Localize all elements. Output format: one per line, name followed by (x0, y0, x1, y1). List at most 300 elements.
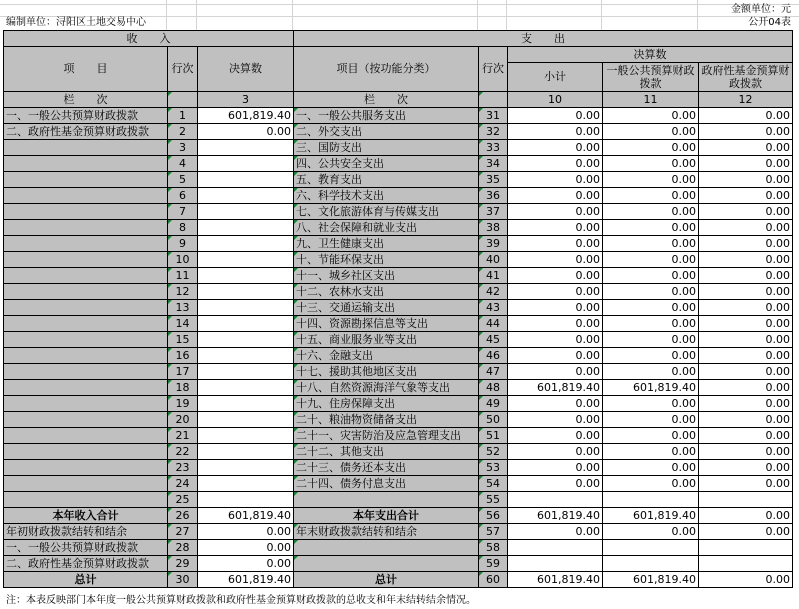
income-item: 二、政府性基金预算财政拨款 (4, 124, 168, 140)
expense-general: 601,819.40 (603, 572, 699, 588)
col-label: 栏 次 (4, 92, 168, 108)
expense-line-no: 33 (479, 140, 508, 156)
expense-gov-fund: 0.00 (699, 428, 793, 444)
expense-gov-fund (699, 556, 793, 572)
income-amount (198, 332, 294, 348)
expense-general: 0.00 (603, 444, 699, 460)
expense-gov-fund: 0.00 (699, 124, 793, 140)
item-header: 项 目 (4, 47, 168, 92)
table-row (4, 300, 793, 316)
expense-item: 十四、资源勘探信息等支出 (294, 316, 479, 332)
income-item (4, 412, 168, 428)
expense-gov-fund: 0.00 (699, 108, 793, 124)
gridline (697, 0, 698, 30)
income-item (4, 284, 168, 300)
income-item (4, 140, 168, 156)
income-item (4, 268, 168, 284)
income-amount (198, 156, 294, 172)
expense-general: 0.00 (603, 300, 699, 316)
expense-general: 0.00 (603, 156, 699, 172)
subtotal-header: 小计 (508, 63, 603, 92)
expense-general: 0.00 (603, 396, 699, 412)
gov-fund-header: 政府性基金预算财政拨款 (699, 63, 793, 92)
table-row (4, 460, 793, 476)
income-line-no: 19 (168, 396, 198, 412)
expense-gov-fund: 0.00 (699, 252, 793, 268)
income-line-no: 17 (168, 364, 198, 380)
expense-general: 0.00 (603, 252, 699, 268)
income-amount (198, 220, 294, 236)
income-item (4, 236, 168, 252)
income-amount: 601,819.40 (198, 508, 294, 524)
income-amount (198, 252, 294, 268)
gridline (166, 0, 167, 30)
expense-item: 十六、金融支出 (294, 348, 479, 364)
gridline (0, 4, 799, 5)
expense-gov-fund: 0.00 (699, 460, 793, 476)
income-line-no: 30 (168, 572, 198, 588)
table-row (4, 524, 793, 540)
expense-item: 二十二、其他支出 (294, 444, 479, 460)
expense-line-no: 45 (479, 332, 508, 348)
gridline (292, 0, 293, 30)
expense-gov-fund: 0.00 (699, 268, 793, 284)
col-label-right: 栏 次 (294, 92, 479, 108)
expense-general: 0.00 (603, 140, 699, 156)
table-row (4, 396, 793, 412)
table-row (4, 268, 793, 284)
expense-line-no: 32 (479, 124, 508, 140)
expense-subtotal: 0.00 (508, 172, 603, 188)
income-amount (198, 268, 294, 284)
expense-general: 0.00 (603, 172, 699, 188)
income-item (4, 332, 168, 348)
expense-item: 十三、交通运输支出 (294, 300, 479, 316)
income-line-no: 4 (168, 156, 198, 172)
expense-gov-fund: 0.00 (699, 444, 793, 460)
table-row (4, 220, 793, 236)
income-line-no: 20 (168, 412, 198, 428)
income-amount (198, 412, 294, 428)
income-line-no: 15 (168, 332, 198, 348)
expense-gov-fund: 0.00 (699, 188, 793, 204)
expense-item: 九、卫生健康支出 (294, 236, 479, 252)
expense-item: 二十三、债务还本支出 (294, 460, 479, 476)
income-line-no: 7 (168, 204, 198, 220)
expense-item: 六、科学技术支出 (294, 188, 479, 204)
expense-gov-fund (699, 492, 793, 508)
expense-subtotal: 0.00 (508, 476, 603, 492)
expense-line-no: 37 (479, 204, 508, 220)
expense-general (603, 540, 699, 556)
table-row (4, 108, 793, 124)
income-item (4, 172, 168, 188)
expense-subtotal: 601,819.40 (508, 572, 603, 588)
income-line-no: 2 (168, 124, 198, 140)
expense-line-no: 56 (479, 508, 508, 524)
expense-gov-fund: 0.00 (699, 236, 793, 252)
expense-general: 0.00 (603, 316, 699, 332)
expense-line-no: 50 (479, 412, 508, 428)
income-amount (198, 492, 294, 508)
expense-subtotal: 0.00 (508, 220, 603, 236)
col-12: 12 (699, 92, 793, 108)
expense-gov-fund: 0.00 (699, 204, 793, 220)
income-item (4, 156, 168, 172)
expense-item: 本年支出合计 (294, 508, 479, 524)
income-line-no: 8 (168, 220, 198, 236)
income-item (4, 444, 168, 460)
expense-general: 0.00 (603, 236, 699, 252)
income-amount (198, 364, 294, 380)
income-line-no: 1 (168, 108, 198, 124)
income-line-no: 18 (168, 380, 198, 396)
income-amount (198, 348, 294, 364)
income-amount: 0.00 (198, 556, 294, 572)
expense-subtotal: 0.00 (508, 364, 603, 380)
amount-header: 决算数 (198, 47, 294, 92)
income-line-no: 29 (168, 556, 198, 572)
table-row (4, 316, 793, 332)
table-row (4, 172, 793, 188)
expense-subtotal: 0.00 (508, 252, 603, 268)
expense-gov-fund: 0.00 (699, 396, 793, 412)
expense-general: 0.00 (603, 124, 699, 140)
expense-item: 七、文化旅游体育与传媒支出 (294, 204, 479, 220)
expense-subtotal: 0.00 (508, 268, 603, 284)
expense-subtotal (508, 540, 603, 556)
expense-general: 0.00 (603, 428, 699, 444)
income-amount (198, 460, 294, 476)
income-amount: 0.00 (198, 124, 294, 140)
income-item (4, 188, 168, 204)
table-row (4, 188, 793, 204)
expense-item: 二十、粮油物资储备支出 (294, 412, 479, 428)
expense-item: 十七、援助其他地区支出 (294, 364, 479, 380)
expense-subtotal: 0.00 (508, 284, 603, 300)
func-item-header: 项目（按功能分类） (294, 47, 479, 92)
expense-subtotal: 0.00 (508, 316, 603, 332)
income-item (4, 204, 168, 220)
income-header: 收 入 (4, 31, 294, 47)
col-label-blank (168, 92, 198, 108)
expense-line-no: 46 (479, 348, 508, 364)
expense-item (294, 540, 479, 556)
income-item (4, 300, 168, 316)
income-line-no: 22 (168, 444, 198, 460)
expense-item: 五、教育支出 (294, 172, 479, 188)
income-item: 年初财政拨款结转和结余 (4, 524, 168, 540)
expense-subtotal: 0.00 (508, 204, 603, 220)
income-item (4, 252, 168, 268)
expense-line-no: 35 (479, 172, 508, 188)
expense-line-no: 52 (479, 444, 508, 460)
income-line-no: 12 (168, 284, 198, 300)
final-header: 决算数 (508, 47, 793, 63)
expense-gov-fund: 0.00 (699, 332, 793, 348)
col-3: 3 (198, 92, 294, 108)
income-amount (198, 284, 294, 300)
report-table (3, 30, 793, 588)
expense-line-no: 31 (479, 108, 508, 124)
income-amount (198, 380, 294, 396)
expense-item: 十五、商业服务业等支出 (294, 332, 479, 348)
gridline (506, 0, 507, 30)
expense-subtotal: 0.00 (508, 108, 603, 124)
income-amount (198, 188, 294, 204)
expense-gov-fund (699, 540, 793, 556)
income-item (4, 428, 168, 444)
expense-line-no: 38 (479, 220, 508, 236)
expense-subtotal: 0.00 (508, 236, 603, 252)
income-line-no: 26 (168, 508, 198, 524)
income-amount (198, 236, 294, 252)
income-amount (198, 204, 294, 220)
expense-item: 总计 (294, 572, 479, 588)
expense-gov-fund: 0.00 (699, 300, 793, 316)
expense-line-no: 42 (479, 284, 508, 300)
expense-item (294, 492, 479, 508)
income-amount (198, 428, 294, 444)
income-amount (198, 476, 294, 492)
expense-subtotal: 0.00 (508, 428, 603, 444)
expense-gov-fund: 0.00 (699, 316, 793, 332)
income-amount: 601,819.40 (198, 572, 294, 588)
expense-subtotal: 0.00 (508, 300, 603, 316)
expense-subtotal: 0.00 (508, 332, 603, 348)
col-label-blank-right (479, 92, 508, 108)
table-row (4, 476, 793, 492)
expense-item: 二、外交支出 (294, 124, 479, 140)
expense-line-no: 43 (479, 300, 508, 316)
income-item: 一、一般公共预算财政拨款 (4, 540, 168, 556)
form-number: 公开04表 (748, 17, 791, 28)
org-label: 编制单位：浔阳区土地交易中心 (6, 17, 146, 28)
income-line-no: 21 (168, 428, 198, 444)
expense-gov-fund: 0.00 (699, 284, 793, 300)
income-item (4, 396, 168, 412)
expense-general: 0.00 (603, 476, 699, 492)
income-line-no: 27 (168, 524, 198, 540)
table-row (4, 444, 793, 460)
expense-line-no: 58 (479, 540, 508, 556)
expense-subtotal: 601,819.40 (508, 508, 603, 524)
income-amount (198, 316, 294, 332)
general-budget-header: 一般公共预算财政拨款 (603, 63, 699, 92)
expense-gov-fund: 0.00 (699, 476, 793, 492)
expense-item: 十一、城乡社区支出 (294, 268, 479, 284)
expense-general: 0.00 (603, 108, 699, 124)
col-11: 11 (603, 92, 699, 108)
expense-general: 0.00 (603, 220, 699, 236)
expense-general: 0.00 (603, 188, 699, 204)
expense-header: 支 出 (294, 31, 793, 47)
table-row (4, 364, 793, 380)
expense-item: 年末财政拨款结转和结余 (294, 524, 479, 540)
expense-gov-fund: 0.00 (699, 380, 793, 396)
expense-line-no: 47 (479, 364, 508, 380)
table-row (4, 284, 793, 300)
expense-line-no: 36 (479, 188, 508, 204)
table-row (4, 428, 793, 444)
expense-gov-fund: 0.00 (699, 524, 793, 540)
expense-line-no: 55 (479, 492, 508, 508)
expense-general: 0.00 (603, 460, 699, 476)
income-item (4, 460, 168, 476)
income-line-no: 24 (168, 476, 198, 492)
expense-line-no: 41 (479, 268, 508, 284)
income-item (4, 364, 168, 380)
income-line-no: 14 (168, 316, 198, 332)
expense-general: 0.00 (603, 412, 699, 428)
income-item (4, 492, 168, 508)
expense-gov-fund: 0.00 (699, 572, 793, 588)
expense-line-no: 40 (479, 252, 508, 268)
table-row (4, 140, 793, 156)
table-row (4, 252, 793, 268)
income-line-no: 11 (168, 268, 198, 284)
table-row (4, 572, 793, 588)
income-amount: 601,819.40 (198, 108, 294, 124)
table-row (4, 332, 793, 348)
income-line-no: 16 (168, 348, 198, 364)
gridline (477, 0, 478, 30)
expense-general: 0.00 (603, 268, 699, 284)
table-row (4, 204, 793, 220)
table-row (4, 508, 793, 524)
expense-general: 601,819.40 (603, 380, 699, 396)
expense-subtotal (508, 492, 603, 508)
expense-general: 0.00 (603, 524, 699, 540)
expense-line-no: 49 (479, 396, 508, 412)
income-amount (198, 444, 294, 460)
line-no-header: 行次 (168, 47, 198, 92)
expense-gov-fund: 0.00 (699, 156, 793, 172)
expense-item: 十九、住房保障支出 (294, 396, 479, 412)
income-line-no: 9 (168, 236, 198, 252)
expense-line-no: 34 (479, 156, 508, 172)
table-row (4, 236, 793, 252)
income-amount (198, 140, 294, 156)
expense-line-no: 59 (479, 556, 508, 572)
income-item (4, 316, 168, 332)
line-no-header-right: 行次 (479, 47, 508, 92)
expense-general: 601,819.40 (603, 508, 699, 524)
expense-item: 十、节能环保支出 (294, 252, 479, 268)
income-amount (198, 172, 294, 188)
expense-line-no: 44 (479, 316, 508, 332)
expense-item: 四、公共安全支出 (294, 156, 479, 172)
income-item: 总计 (4, 572, 168, 588)
expense-item: 十八、自然资源海洋气象等支出 (294, 380, 479, 396)
expense-subtotal: 0.00 (508, 188, 603, 204)
expense-line-no: 57 (479, 524, 508, 540)
expense-line-no: 39 (479, 236, 508, 252)
gridline (601, 0, 602, 30)
expense-item: 八、社会保障和就业支出 (294, 220, 479, 236)
expense-gov-fund: 0.00 (699, 348, 793, 364)
income-line-no: 28 (168, 540, 198, 556)
income-line-no: 23 (168, 460, 198, 476)
expense-subtotal: 0.00 (508, 124, 603, 140)
expense-general (603, 556, 699, 572)
income-item (4, 476, 168, 492)
expense-line-no: 53 (479, 460, 508, 476)
table-row (4, 492, 793, 508)
expense-subtotal: 0.00 (508, 156, 603, 172)
expense-general: 0.00 (603, 284, 699, 300)
expense-subtotal: 0.00 (508, 140, 603, 156)
income-amount (198, 300, 294, 316)
expense-gov-fund: 0.00 (699, 140, 793, 156)
expense-line-no: 51 (479, 428, 508, 444)
table-row (4, 556, 793, 572)
expense-subtotal: 601,819.40 (508, 380, 603, 396)
income-item (4, 348, 168, 364)
income-line-no: 13 (168, 300, 198, 316)
expense-general: 0.00 (603, 332, 699, 348)
expense-item: 一、一般公共服务支出 (294, 108, 479, 124)
income-item: 一、一般公共预算财政拨款 (4, 108, 168, 124)
income-line-no: 10 (168, 252, 198, 268)
table-row (4, 380, 793, 396)
col-10: 10 (508, 92, 603, 108)
expense-item: 二十一、灾害防治及应急管理支出 (294, 428, 479, 444)
table-row (4, 124, 793, 140)
expense-gov-fund: 0.00 (699, 412, 793, 428)
income-line-no: 6 (168, 188, 198, 204)
expense-item: 二十四、债务付息支出 (294, 476, 479, 492)
table-row (4, 412, 793, 428)
expense-subtotal: 0.00 (508, 412, 603, 428)
expense-item: 三、国防支出 (294, 140, 479, 156)
expense-general (603, 492, 699, 508)
expense-subtotal: 0.00 (508, 524, 603, 540)
table-row (4, 348, 793, 364)
expense-general: 0.00 (603, 348, 699, 364)
income-item: 二、政府性基金预算财政拨款 (4, 556, 168, 572)
expense-subtotal: 0.00 (508, 396, 603, 412)
table-row (4, 156, 793, 172)
expense-gov-fund: 0.00 (699, 364, 793, 380)
expense-item (294, 556, 479, 572)
income-line-no: 25 (168, 492, 198, 508)
income-amount: 0.00 (198, 540, 294, 556)
expense-subtotal: 0.00 (508, 348, 603, 364)
expense-subtotal: 0.00 (508, 444, 603, 460)
expense-gov-fund: 0.00 (699, 508, 793, 524)
income-item (4, 220, 168, 236)
expense-line-no: 48 (479, 380, 508, 396)
expense-general: 0.00 (603, 364, 699, 380)
expense-general: 0.00 (603, 204, 699, 220)
income-item: 本年收入合计 (4, 508, 168, 524)
unit-label: 金额单位：元 (731, 4, 791, 15)
income-line-no: 5 (168, 172, 198, 188)
income-amount (198, 396, 294, 412)
expense-line-no: 60 (479, 572, 508, 588)
expense-gov-fund: 0.00 (699, 220, 793, 236)
income-item (4, 380, 168, 396)
income-line-no: 3 (168, 140, 198, 156)
expense-subtotal (508, 556, 603, 572)
gridline (196, 0, 197, 30)
income-amount: 0.00 (198, 524, 294, 540)
table-row (4, 540, 793, 556)
footer-note: 注：本表反映部门本年度一般公共预算财政拨款和政府性基金预算财政拨款的总收支和年末结转结余情况。 (6, 595, 476, 606)
expense-gov-fund: 0.00 (699, 172, 793, 188)
expense-item: 十二、农林水支出 (294, 284, 479, 300)
